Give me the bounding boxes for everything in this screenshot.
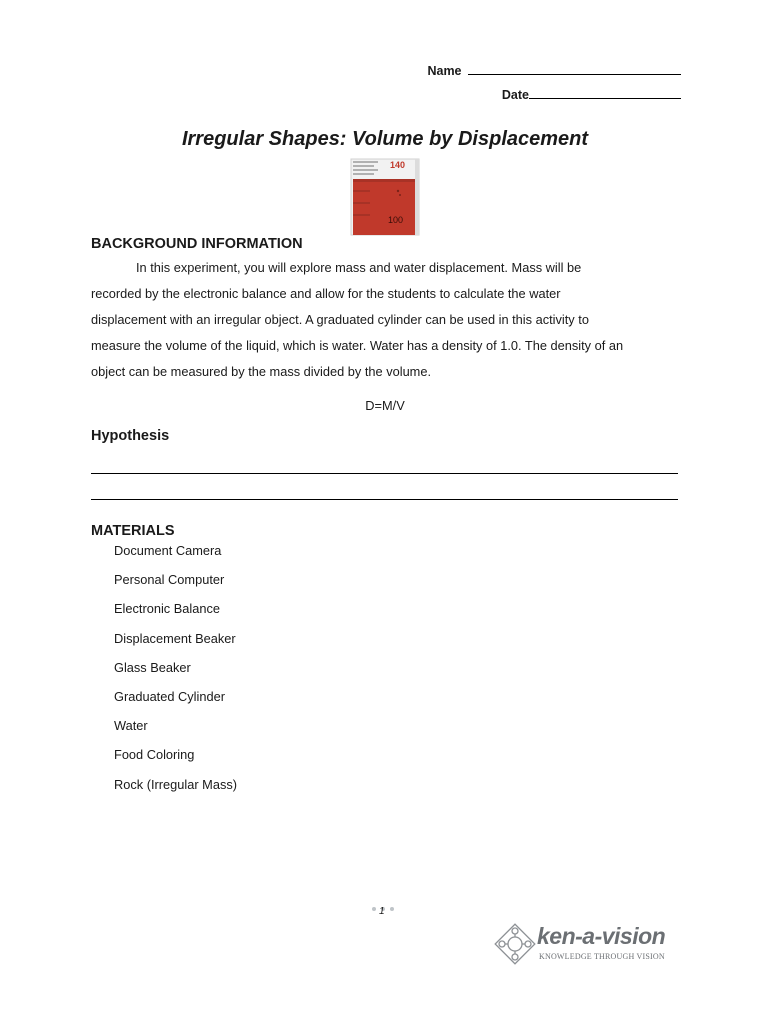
page-dots-ornament (372, 898, 399, 916)
name-blank-line[interactable] (468, 62, 681, 75)
hypothesis-heading: Hypothesis (91, 428, 170, 444)
logo-diamond-icon (492, 921, 538, 967)
list-item: Displacement Beaker (114, 630, 236, 646)
svg-text:100: 100 (388, 215, 404, 225)
list-item: Electronic Balance (114, 601, 220, 617)
list-item: Rock (Irregular Mass) (114, 776, 238, 792)
background-heading: BACKGROUND INFORMATION (91, 236, 303, 252)
hypothesis-answer-line[interactable] (91, 499, 678, 500)
materials-list (114, 541, 237, 804)
hypothesis-answer-line[interactable] (91, 473, 678, 474)
logo-tagline: KNOWLEDGE THROUGH VISION (539, 952, 665, 961)
date-label: Date (501, 88, 529, 102)
svg-text:140: 140 (390, 160, 406, 170)
list-item: Water (114, 718, 148, 734)
paragraph-line: displacement with an irregular object. A graduated cylinder can be used in this activity to (91, 312, 589, 327)
paragraph-line: In this experiment, you will explore mass and water displacement. Mass will be (136, 260, 582, 275)
paragraph-line: recorded by the electronic balance and allow for the students to calculate the water (91, 286, 561, 301)
list-item: Graduated Cylinder (114, 688, 225, 704)
list-item: Document Camera (114, 543, 222, 558)
density-formula: D=M/V (365, 398, 405, 413)
graduated-cylinder-photo-icon (348, 157, 422, 237)
background-paragraph (91, 255, 685, 385)
paragraph-line: object can be measured by the mass divided by the volume. (91, 364, 432, 379)
list-item: Glass Beaker (114, 659, 191, 675)
materials-heading: MATERIALS (91, 523, 175, 539)
list-item: Food Coloring (114, 747, 195, 763)
ken-a-vision-logo (492, 919, 692, 969)
name-field[interactable] (427, 62, 681, 78)
paragraph-line: measure the volume of the liquid, which is water. Water has a density of 1.0. The density of an (91, 338, 624, 353)
date-blank-line[interactable] (529, 86, 681, 99)
page-title: Irregular Shapes: Volume by Displacement (181, 128, 589, 150)
list-item: Personal Computer (114, 572, 225, 588)
date-field[interactable] (502, 86, 681, 102)
name-label: Name (427, 64, 462, 78)
logo-wordmark: ken-a-vision (537, 923, 666, 949)
page-number: 1 (379, 906, 385, 917)
